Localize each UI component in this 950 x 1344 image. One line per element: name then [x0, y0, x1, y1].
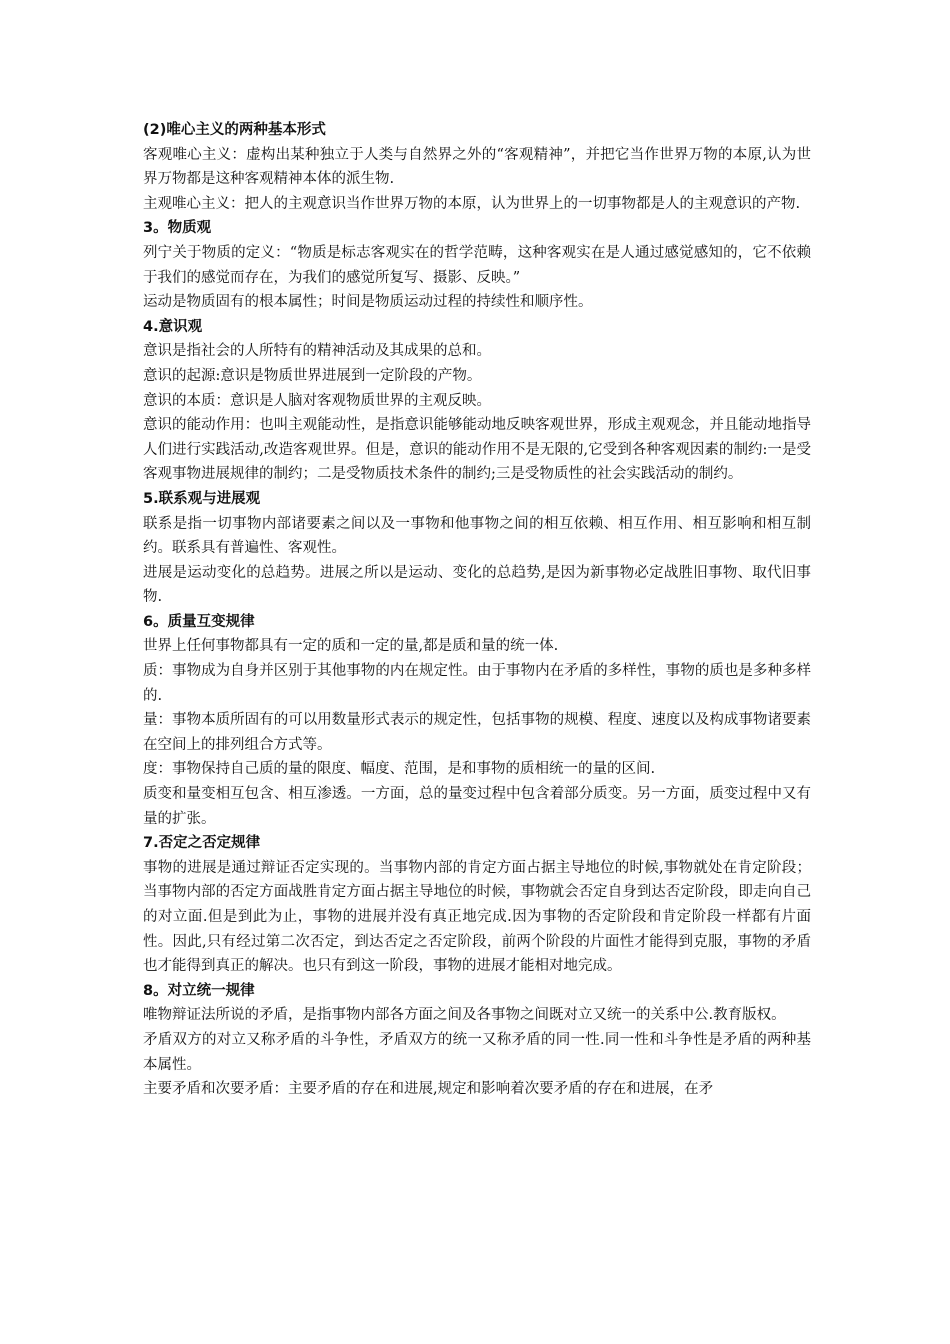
paragraph: 度：事物保持自己质的量的限度、幅度、范围，是和事物的质相统一的量的区间.	[143, 761, 656, 778]
paragraph: 意识的本质：意识是人脑对客观物质世界的主观反映。	[143, 392, 491, 409]
paragraph: 客观唯心主义：虚构出某种独立于人类与自然界之外的“客观精神”，并把它当作世界万物的本原,认为世界万物都是这种客观精神本体的派生物.	[143, 146, 811, 188]
paragraph: 量：事物本质所固有的可以用数量形式表示的规定性，包括事物的规模、程度、速度以及构成事物诸要素在空间上的排列组合方式等。	[143, 712, 811, 753]
section-heading: (2)唯心主义的两种基本形式	[143, 122, 326, 138]
paragraph: 意识的能动作用：也叫主观能动性，是指意识能够能动地反映客观世界，形成主观观念，并且能动地指导人们进行实践活动,改造客观世界。但是，意识的能动作用不是无限的,它受到各种客观因素的制约:一是受客观事物进展规律的制约；二是受物质技术条件的制约;三是受物质性的社会实践活动的制约。	[143, 417, 811, 483]
section-heading: 8。对立统一规律	[143, 982, 255, 999]
section-heading: 4.意识观	[143, 318, 203, 335]
paragraph: 联系是指一切事物内部诸要素之间以及一事物和他事物之间的相互依赖、相互作用、相互影响和相互制约。联系具有普遍性、客观性。	[143, 515, 811, 557]
paragraph: 运动是物质固有的根本属性；时间是物质运动过程的持续性和顺序性。	[143, 294, 593, 311]
section-heading: 6。质量互变规律	[143, 613, 255, 630]
paragraph: 进展是运动变化的总趋势。进展之所以是运动、变化的总趋势,是因为新事物必定战胜旧事物、取代旧事物.	[143, 564, 811, 606]
paragraph: 事物的进展是通过辩证否定实现的。当事物内部的肯定方面占据主导地位的时候,事物就处在肯定阶段；当事物内部的否定方面战胜肯定方面占据主导地位的时候，事物就会否定自身到达否定阶段，即走向自己的对立面.但是到此为止，事物的进展并没有真正地完成.因为事物的否定阶段和肯定阶段一样都有片面性。因此,只有经过第二次否定，到达否定之否定阶段，前两个阶段的片面性才能得到克服，事物的矛盾也才能得到真正的解决。也只有到这一阶段，事物的进展才能相对地完成。	[143, 859, 811, 975]
section-heading: 5.联系观与进展观	[143, 490, 261, 507]
section-heading: 7.否定之否定规律	[143, 835, 261, 852]
paragraph: 世界上任何事物都具有一定的质和一定的量,都是质和量的统一体.	[143, 638, 559, 655]
paragraph: 矛盾双方的对立又称矛盾的斗争性，矛盾双方的统一又称矛盾的同一性.同一性和斗争性是矛盾的两种基本属性。	[143, 1031, 811, 1073]
paragraph: 意识是指社会的人所特有的精神活动及其成果的总和。	[143, 343, 491, 360]
paragraph: 主观唯心主义：把人的主观意识当作世界万物的本原，认为世界上的一切事物都是人的主观意识的产物.	[143, 195, 801, 212]
paragraph: 列宁关于物质的定义：“物质是标志客观实在的哲学范畴，这种客观实在是人通过感觉感知的，它不依赖于我们的感觉而存在，为我们的感觉所复写、摄影、反映。”	[143, 244, 811, 286]
paragraph: 意识的起源:意识是物质世界进展到一定阶段的产物。	[143, 367, 482, 384]
section-heading: 3。物质观	[143, 220, 212, 237]
paragraph: 质：事物成为自身并区别于其他事物的内在规定性。由于事物内在矛盾的多样性，事物的质也是多种多样的.	[143, 663, 811, 704]
paragraph: 主要矛盾和次要矛盾：主要矛盾的存在和进展,规定和影响着次要矛盾的存在和进展，在矛	[143, 1081, 714, 1098]
document-page	[143, 118, 811, 1102]
paragraph: 质变和量变相互包含、相互渗透。一方面，总的量变过程中包含着部分质变。另一方面，质变过程中又有量的扩张。	[143, 786, 811, 827]
paragraph: 唯物辩证法所说的矛盾，是指事物内部各方面之间及各事物之间既对立又统一的关系中公.教育版权。	[143, 1007, 786, 1024]
